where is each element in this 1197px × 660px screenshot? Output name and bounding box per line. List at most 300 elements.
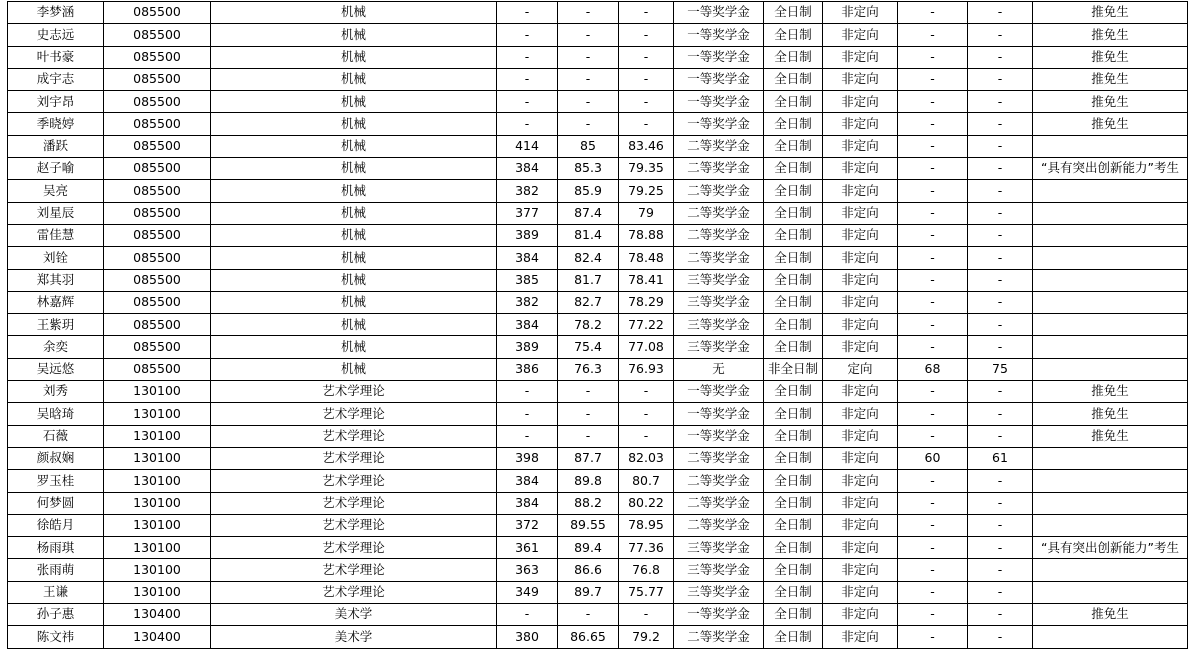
study-mode-cell: 全日制 [764,470,823,492]
total-score-cell: 78.41 [619,269,674,291]
extra-score-a-cell: 68 [898,358,968,380]
initial-score-cell: 384 [497,158,558,180]
retest-score-cell: 89.4 [558,537,619,559]
name-cell: 刘铨 [8,247,104,269]
extra-score-b-cell: - [968,314,1033,336]
name-cell: 王谦 [8,581,104,603]
table-row [8,470,1188,492]
extra-score-a-cell: - [898,604,968,626]
total-score-cell: 75.77 [619,581,674,603]
extra-score-a-cell: - [898,537,968,559]
major-code-cell: 085500 [104,247,211,269]
extra-score-a-cell: - [898,158,968,180]
table-row [8,68,1188,90]
extra-score-b-cell: - [968,604,1033,626]
major-name-cell: 机械 [211,158,497,180]
table-row [8,314,1188,336]
major-code-cell: 130400 [104,604,211,626]
scholarship-cell: 三等奖学金 [674,581,764,603]
remark-cell: 推免生 [1033,68,1188,90]
extra-score-a-cell: - [898,68,968,90]
major-name-cell: 机械 [211,180,497,202]
major-name-cell: 机械 [211,224,497,246]
name-cell: 吴亮 [8,180,104,202]
extra-score-a-cell: - [898,581,968,603]
retest-score-cell: 85.9 [558,180,619,202]
scholarship-cell: 二等奖学金 [674,135,764,157]
extra-score-a-cell: - [898,24,968,46]
extra-score-a-cell: - [898,470,968,492]
major-code-cell: 085500 [104,2,211,24]
extra-score-b-cell: - [968,492,1033,514]
orientation-cell: 非定向 [823,24,898,46]
orientation-cell: 非定向 [823,247,898,269]
initial-score-cell: 386 [497,358,558,380]
extra-score-a-cell: - [898,91,968,113]
major-code-cell: 130100 [104,470,211,492]
table-row [8,202,1188,224]
major-name-cell: 美术学 [211,604,497,626]
retest-score-cell: 88.2 [558,492,619,514]
major-name-cell: 机械 [211,68,497,90]
major-name-cell: 艺术学理论 [211,470,497,492]
orientation-cell: 非定向 [823,46,898,68]
extra-score-b-cell: - [968,269,1033,291]
remark-cell [1033,559,1188,581]
name-cell: 张雨萌 [8,559,104,581]
scholarship-cell: 一等奖学金 [674,113,764,135]
scholarship-cell: 一等奖学金 [674,604,764,626]
remark-cell: 推免生 [1033,403,1188,425]
retest-score-cell: - [558,604,619,626]
table-row [8,492,1188,514]
extra-score-b-cell: - [968,113,1033,135]
orientation-cell: 非定向 [823,470,898,492]
study-mode-cell: 全日制 [764,158,823,180]
major-code-cell: 130100 [104,559,211,581]
orientation-cell: 非定向 [823,581,898,603]
total-score-cell: 79 [619,202,674,224]
major-code-cell: 085500 [104,91,211,113]
extra-score-a-cell: - [898,247,968,269]
initial-score-cell: 384 [497,247,558,269]
retest-score-cell: - [558,425,619,447]
name-cell: 余奕 [8,336,104,358]
retest-score-cell: 86.65 [558,626,619,648]
name-cell: 石薇 [8,425,104,447]
orientation-cell: 非定向 [823,224,898,246]
major-name-cell: 机械 [211,336,497,358]
initial-score-cell: 377 [497,202,558,224]
extra-score-b-cell: - [968,514,1033,536]
extra-score-b-cell: - [968,24,1033,46]
extra-score-b-cell: - [968,470,1033,492]
name-cell: 孙子惠 [8,604,104,626]
table-row [8,381,1188,403]
major-name-cell: 机械 [211,24,497,46]
retest-score-cell: 87.4 [558,202,619,224]
major-code-cell: 085500 [104,202,211,224]
initial-score-cell: 361 [497,537,558,559]
initial-score-cell: 372 [497,514,558,536]
retest-score-cell: 89.55 [558,514,619,536]
extra-score-a-cell: - [898,113,968,135]
study-mode-cell: 全日制 [764,403,823,425]
major-name-cell: 机械 [211,247,497,269]
name-cell: 刘宇昂 [8,91,104,113]
study-mode-cell: 全日制 [764,269,823,291]
orientation-cell: 非定向 [823,336,898,358]
major-name-cell: 艺术学理论 [211,403,497,425]
retest-score-cell: 75.4 [558,336,619,358]
initial-score-cell: 363 [497,559,558,581]
total-score-cell: - [619,91,674,113]
orientation-cell: 非定向 [823,269,898,291]
extra-score-a-cell: - [898,224,968,246]
extra-score-b-cell: - [968,224,1033,246]
scholarship-cell: 二等奖学金 [674,158,764,180]
remark-cell [1033,358,1188,380]
scholarship-cell: 三等奖学金 [674,291,764,313]
extra-score-b-cell: - [968,336,1033,358]
name-cell: 林嘉辉 [8,291,104,313]
retest-score-cell: 89.8 [558,470,619,492]
remark-cell [1033,447,1188,469]
extra-score-b-cell: - [968,537,1033,559]
retest-score-cell: - [558,113,619,135]
table-row [8,24,1188,46]
remark-cell [1033,180,1188,202]
extra-score-a-cell: - [898,269,968,291]
major-name-cell: 机械 [211,314,497,336]
extra-score-b-cell: - [968,46,1033,68]
extra-score-a-cell: - [898,514,968,536]
retest-score-cell: 89.7 [558,581,619,603]
name-cell: 潘跃 [8,135,104,157]
initial-score-cell: 384 [497,314,558,336]
initial-score-cell: 414 [497,135,558,157]
initial-score-cell: - [497,46,558,68]
initial-score-cell: 384 [497,470,558,492]
extra-score-b-cell: - [968,180,1033,202]
name-cell: 罗玉桂 [8,470,104,492]
major-code-cell: 130400 [104,626,211,648]
major-code-cell: 085500 [104,336,211,358]
extra-score-a-cell: - [898,381,968,403]
total-score-cell: 79.2 [619,626,674,648]
orientation-cell: 非定向 [823,492,898,514]
study-mode-cell: 全日制 [764,425,823,447]
study-mode-cell: 全日制 [764,314,823,336]
major-name-cell: 机械 [211,135,497,157]
study-mode-cell: 全日制 [764,68,823,90]
scholarship-cell: 三等奖学金 [674,269,764,291]
major-code-cell: 130100 [104,381,211,403]
orientation-cell: 非定向 [823,604,898,626]
study-mode-cell: 全日制 [764,91,823,113]
remark-cell: “具有突出创新能力”考生 [1033,158,1188,180]
major-code-cell: 085500 [104,224,211,246]
retest-score-cell: 76.3 [558,358,619,380]
study-mode-cell: 全日制 [764,135,823,157]
table-row [8,626,1188,648]
remark-cell [1033,314,1188,336]
name-cell: 吴晗琦 [8,403,104,425]
extra-score-a-cell: - [898,403,968,425]
extra-score-a-cell: - [898,559,968,581]
scholarship-cell: 无 [674,358,764,380]
total-score-cell: 77.36 [619,537,674,559]
orientation-cell: 非定向 [823,2,898,24]
major-code-cell: 085500 [104,158,211,180]
retest-score-cell: 82.4 [558,247,619,269]
orientation-cell: 非定向 [823,291,898,313]
retest-score-cell: 85.3 [558,158,619,180]
initial-score-cell: 389 [497,336,558,358]
extra-score-a-cell: - [898,202,968,224]
orientation-cell: 非定向 [823,158,898,180]
name-cell: 郑其羽 [8,269,104,291]
extra-score-a-cell: - [898,626,968,648]
retest-score-cell: - [558,381,619,403]
extra-score-b-cell: - [968,2,1033,24]
major-name-cell: 机械 [211,202,497,224]
scholarship-cell: 三等奖学金 [674,559,764,581]
major-code-cell: 085500 [104,180,211,202]
table-row [8,247,1188,269]
total-score-cell: 78.95 [619,514,674,536]
extra-score-a-cell: - [898,336,968,358]
total-score-cell: - [619,425,674,447]
major-name-cell: 机械 [211,46,497,68]
scholarship-cell: 二等奖学金 [674,626,764,648]
orientation-cell: 非定向 [823,403,898,425]
total-score-cell: 79.35 [619,158,674,180]
name-cell: 李梦涵 [8,2,104,24]
orientation-cell: 非定向 [823,314,898,336]
major-code-cell: 085500 [104,314,211,336]
retest-score-cell: 81.4 [558,224,619,246]
orientation-cell: 非定向 [823,425,898,447]
remark-cell [1033,269,1188,291]
remark-cell [1033,135,1188,157]
table-row [8,180,1188,202]
name-cell: 徐皓月 [8,514,104,536]
retest-score-cell: 82.7 [558,291,619,313]
study-mode-cell: 非全日制 [764,358,823,380]
remark-cell [1033,247,1188,269]
scholarship-cell: 一等奖学金 [674,91,764,113]
scholarship-cell: 一等奖学金 [674,24,764,46]
major-name-cell: 艺术学理论 [211,425,497,447]
major-code-cell: 085500 [104,24,211,46]
initial-score-cell: 349 [497,581,558,603]
major-name-cell: 艺术学理论 [211,559,497,581]
orientation-cell: 非定向 [823,559,898,581]
major-code-cell: 130100 [104,537,211,559]
major-name-cell: 艺术学理论 [211,447,497,469]
study-mode-cell: 全日制 [764,24,823,46]
scholarship-cell: 一等奖学金 [674,381,764,403]
major-name-cell: 机械 [211,358,497,380]
initial-score-cell: - [497,24,558,46]
total-score-cell: 77.08 [619,336,674,358]
total-score-cell: 76.8 [619,559,674,581]
remark-cell: 推免生 [1033,604,1188,626]
table-row [8,91,1188,113]
total-score-cell: - [619,113,674,135]
major-name-cell: 艺术学理论 [211,514,497,536]
scholarship-cell: 一等奖学金 [674,46,764,68]
total-score-cell: 82.03 [619,447,674,469]
study-mode-cell: 全日制 [764,180,823,202]
study-mode-cell: 全日制 [764,291,823,313]
orientation-cell: 非定向 [823,626,898,648]
remark-cell [1033,514,1188,536]
major-code-cell: 085500 [104,135,211,157]
total-score-cell: 79.25 [619,180,674,202]
study-mode-cell: 全日制 [764,559,823,581]
scholarship-cell: 二等奖学金 [674,202,764,224]
orientation-cell: 非定向 [823,202,898,224]
remark-cell [1033,492,1188,514]
retest-score-cell: 78.2 [558,314,619,336]
extra-score-a-cell: - [898,135,968,157]
name-cell: 陈文祎 [8,626,104,648]
extra-score-b-cell: - [968,158,1033,180]
scholarship-cell: 二等奖学金 [674,514,764,536]
orientation-cell: 非定向 [823,447,898,469]
major-code-cell: 085500 [104,269,211,291]
scholarship-cell: 一等奖学金 [674,403,764,425]
extra-score-a-cell: - [898,180,968,202]
major-name-cell: 艺术学理论 [211,381,497,403]
study-mode-cell: 全日制 [764,381,823,403]
extra-score-a-cell: - [898,492,968,514]
orientation-cell: 非定向 [823,91,898,113]
major-name-cell: 艺术学理论 [211,492,497,514]
remark-cell: “具有突出创新能力”考生 [1033,537,1188,559]
major-code-cell: 085500 [104,68,211,90]
study-mode-cell: 全日制 [764,2,823,24]
extra-score-b-cell: - [968,626,1033,648]
study-mode-cell: 全日制 [764,247,823,269]
retest-score-cell: 81.7 [558,269,619,291]
major-code-cell: 085500 [104,113,211,135]
major-code-cell: 130100 [104,581,211,603]
initial-score-cell: - [497,2,558,24]
initial-score-cell: 382 [497,180,558,202]
name-cell: 刘星辰 [8,202,104,224]
name-cell: 雷佳慧 [8,224,104,246]
name-cell: 季晓婷 [8,113,104,135]
table-row [8,158,1188,180]
major-code-cell: 085500 [104,291,211,313]
total-score-cell: - [619,403,674,425]
major-code-cell: 085500 [104,358,211,380]
major-name-cell: 机械 [211,91,497,113]
total-score-cell: - [619,24,674,46]
name-cell: 叶书豪 [8,46,104,68]
total-score-cell: 78.88 [619,224,674,246]
initial-score-cell: - [497,425,558,447]
table-row [8,291,1188,313]
orientation-cell: 非定向 [823,135,898,157]
total-score-cell: 78.29 [619,291,674,313]
study-mode-cell: 全日制 [764,492,823,514]
study-mode-cell: 全日制 [764,537,823,559]
initial-score-cell: - [497,113,558,135]
table-row [8,581,1188,603]
initial-score-cell: 380 [497,626,558,648]
admission-list-table [7,1,1188,649]
retest-score-cell: 86.6 [558,559,619,581]
name-cell: 何梦圆 [8,492,104,514]
retest-score-cell: - [558,24,619,46]
remark-cell: 推免生 [1033,24,1188,46]
name-cell: 杨雨琪 [8,537,104,559]
table-row [8,425,1188,447]
total-score-cell: - [619,381,674,403]
total-score-cell: 77.22 [619,314,674,336]
table-row [8,537,1188,559]
remark-cell [1033,224,1188,246]
major-name-cell: 艺术学理论 [211,537,497,559]
study-mode-cell: 全日制 [764,113,823,135]
table-body [8,2,1188,649]
name-cell: 史志远 [8,24,104,46]
table-row [8,135,1188,157]
extra-score-b-cell: - [968,202,1033,224]
extra-score-b-cell: - [968,581,1033,603]
retest-score-cell: - [558,68,619,90]
scholarship-cell: 一等奖学金 [674,425,764,447]
extra-score-a-cell: - [898,314,968,336]
scholarship-cell: 三等奖学金 [674,314,764,336]
remark-cell: 推免生 [1033,113,1188,135]
extra-score-b-cell: - [968,425,1033,447]
scholarship-cell: 二等奖学金 [674,224,764,246]
name-cell: 吴远悠 [8,358,104,380]
table-row [8,2,1188,24]
extra-score-b-cell: - [968,381,1033,403]
orientation-cell: 非定向 [823,381,898,403]
orientation-cell: 非定向 [823,68,898,90]
scholarship-cell: 三等奖学金 [674,336,764,358]
scholarship-cell: 二等奖学金 [674,180,764,202]
scholarship-cell: 一等奖学金 [674,2,764,24]
study-mode-cell: 全日制 [764,581,823,603]
major-code-cell: 130100 [104,425,211,447]
retest-score-cell: - [558,46,619,68]
extra-score-a-cell: - [898,291,968,313]
extra-score-b-cell: - [968,403,1033,425]
scholarship-cell: 二等奖学金 [674,470,764,492]
remark-cell [1033,626,1188,648]
retest-score-cell: 85 [558,135,619,157]
remark-cell: 推免生 [1033,425,1188,447]
initial-score-cell: - [497,91,558,113]
total-score-cell: - [619,46,674,68]
extra-score-a-cell: - [898,425,968,447]
major-name-cell: 艺术学理论 [211,581,497,603]
scholarship-cell: 二等奖学金 [674,247,764,269]
scholarship-cell: 二等奖学金 [674,492,764,514]
total-score-cell: 78.48 [619,247,674,269]
remark-cell [1033,291,1188,313]
orientation-cell: 非定向 [823,537,898,559]
name-cell: 颜叔娴 [8,447,104,469]
